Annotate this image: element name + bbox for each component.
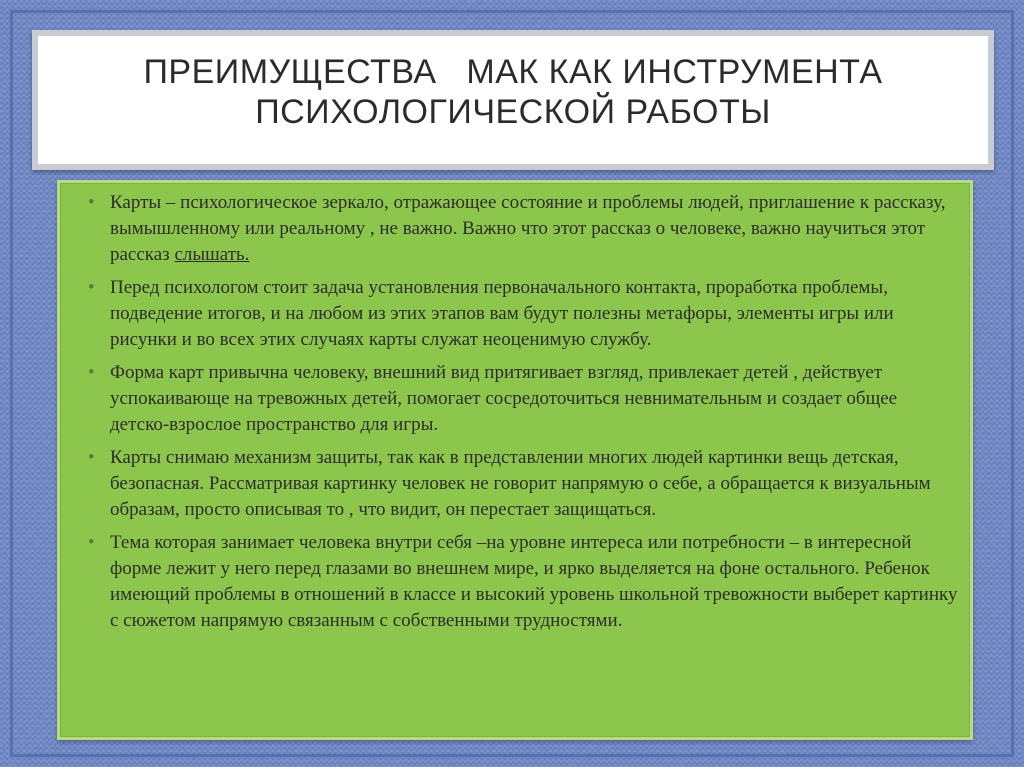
content-box — [57, 180, 973, 740]
bullet-list — [82, 190, 958, 641]
list-item — [82, 190, 958, 268]
emphasis-text: слышать. — [174, 244, 250, 265]
bullet-text: Тема которая занимает человека внутри себя –на уровне интереса или потребности – в интересной форме лежит у него перед глазами во внешнем мире, и ярко выделяется на фоне остального. Ребенок имеющий проблемы в отношений в классе и высокий уровень школьной тревожности выберет картинку с сюжетом напрямую связанным с собственными трудностями. — [110, 532, 958, 631]
list-item — [82, 445, 958, 523]
bullet-icon: • — [88, 362, 95, 383]
list-item — [82, 360, 958, 438]
title-line-1: ПРЕИМУЩЕСТВА МАК КАК ИНСТРУМЕНТА — [143, 53, 883, 91]
title-box — [32, 30, 994, 170]
bullet-icon: • — [88, 532, 95, 553]
title-line-2: ПСИХОЛОГИЧЕСКОЙ РАБОТЫ — [255, 93, 771, 131]
page-title — [38, 52, 988, 132]
list-item — [82, 275, 958, 353]
bullet-text: Карты снимаю механизм защиты, так как в представлении многих людей картинки вещь детская, безопасная. Рассматривая картинку человек не говорит напрямую о себе, а обращается к визуальным образам, просто описывая то , что видит, он перестает защищаться. — [110, 447, 931, 520]
bullet-text: Перед психологом стоит задача установления первоначального контакта, проработка проблемы, подведение итогов, и на любом из этих этапов вам будут полезны метафоры, элементы игры или рисунки и во всех этих случаях карты служат неоценимую службу. — [110, 277, 894, 350]
bullet-text: Карты – психологическое зеркало, отражающее состояние и проблемы людей, приглашение к рассказу, вымышленному или реальному , не важно. Важно что этот рассказ о человеке, важно научиться этот рассказ — [110, 192, 946, 265]
list-item — [82, 530, 958, 634]
bullet-icon: • — [88, 192, 95, 213]
bullet-icon: • — [88, 447, 95, 468]
bullet-text: Форма карт привычна человеку, внешний вид притягивает взгляд, привлекает детей , действует успокаивающе на тревожных детей, помогает сосредоточиться невнимательным и создает общее детско-взрослое пространство для игры. — [110, 362, 898, 435]
bullet-icon: • — [88, 277, 95, 298]
